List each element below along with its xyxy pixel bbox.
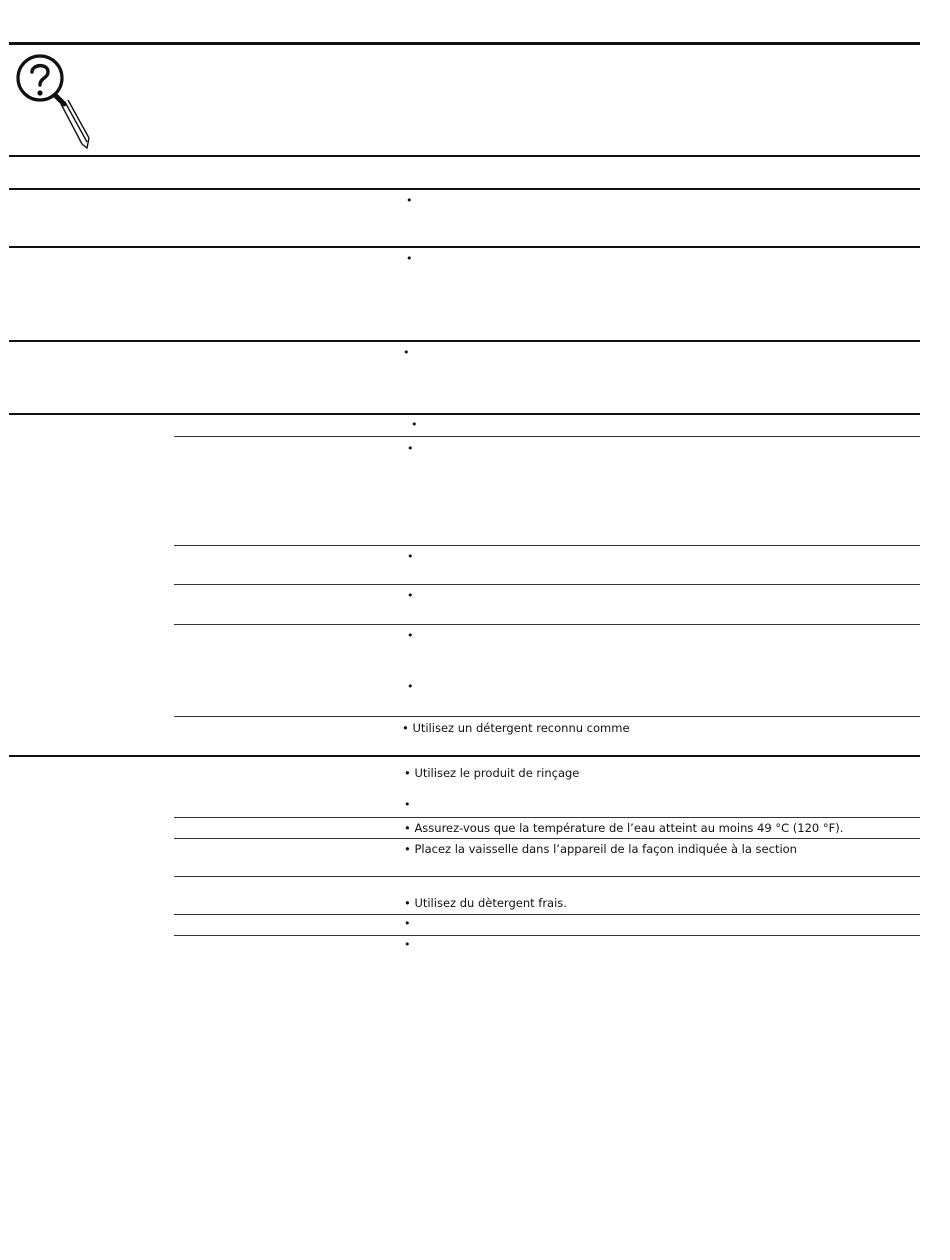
header-rule (9, 42, 920, 45)
bullet-item: • (407, 550, 414, 563)
bullet-item: • Placez la vaisselle dans l’appareil de la façon indiquée à la section (404, 842, 797, 856)
row-divider (9, 413, 920, 415)
bullet-item: • (407, 629, 414, 642)
sub-divider (174, 838, 920, 839)
magnifier-question-icon (10, 52, 94, 152)
bullet-item: • Utilisez un détergent reconnu comme (402, 721, 630, 735)
row-divider (9, 340, 920, 342)
sub-divider (174, 584, 920, 585)
bullet-item: • (404, 798, 411, 811)
bullet-item: • (404, 938, 411, 951)
bullet-item: • (403, 346, 410, 359)
bullet-item: • (404, 917, 411, 930)
bullet-item: • (407, 680, 414, 693)
bullet-item: • (407, 442, 414, 455)
row-divider (9, 246, 920, 248)
sub-divider (174, 914, 920, 915)
row-divider (9, 188, 920, 190)
bullet-item: • Utilisez le produit de rinçage (404, 766, 580, 780)
bullet-item: • Utilisez du dètergent frais. (404, 896, 567, 910)
sub-divider (174, 935, 920, 936)
sub-divider (174, 436, 920, 437)
row-divider (9, 755, 920, 757)
sub-divider (174, 624, 920, 625)
sub-divider (174, 817, 920, 818)
row-divider (9, 155, 920, 157)
sub-divider (174, 716, 920, 717)
sub-divider (174, 545, 920, 546)
bullet-item: • (411, 418, 418, 431)
bullet-item: • (407, 589, 414, 602)
bullet-item: • (406, 194, 413, 207)
sub-divider (174, 876, 920, 877)
bullet-item: • (406, 252, 413, 265)
bullet-item: • Assurez-vous que la température de l’eau atteint au moins 49 °C (120 °F). (404, 821, 844, 835)
